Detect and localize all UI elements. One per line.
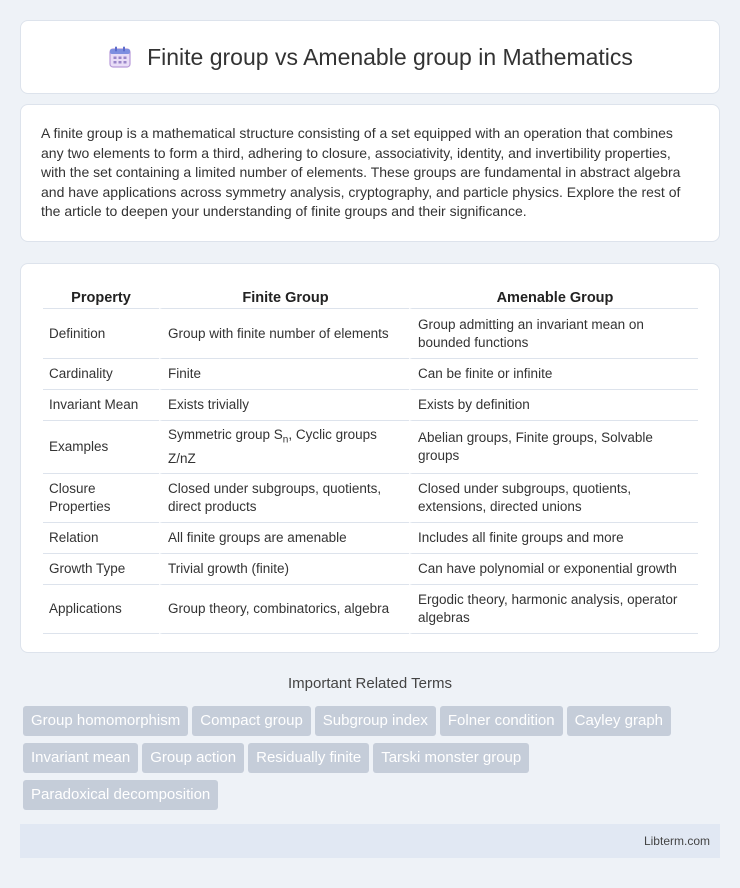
table-row	[43, 309, 698, 359]
cell-finite: Finite	[159, 359, 409, 390]
cell-amenable: Exists by definition	[409, 390, 698, 421]
cell-amenable: Includes all finite groups and more	[409, 523, 698, 554]
related-term-tag[interactable]: Subgroup index	[315, 706, 436, 736]
related-term-tag[interactable]: Folner condition	[440, 706, 563, 736]
footer	[20, 824, 720, 858]
cell-amenable: Can be finite or infinite	[409, 359, 698, 390]
cell-property: Applications	[43, 585, 159, 634]
related-terms-list	[23, 706, 723, 817]
calendar-icon	[107, 44, 133, 70]
cell-property: Cardinality	[43, 359, 159, 390]
cell-property: Definition	[43, 309, 159, 359]
cell-amenable: Group admitting an invariant mean on bounded functions	[409, 309, 698, 359]
related-term-tag[interactable]: Group action	[142, 743, 244, 773]
cell-amenable: Closed under subgroups, quotients, extensions, directed unions	[409, 474, 698, 523]
related-term-tag[interactable]: Tarski monster group	[373, 743, 529, 773]
comparison-table	[43, 284, 698, 634]
intro-text: A finite group is a mathematical structure consisting of a set equipped with an operation that combines any two elements to form a third, adhering to closure, associativity, identity, and invertibility properties, with the set containing a limited number of elements. These groups are fundamental in abstract algebra and have applications across symmetry analysis, cryptography, and particle physics. Explore the rest of the article to deepen your understanding of finite groups and their significance.	[41, 125, 681, 220]
related-terms-title: Important Related Terms	[288, 675, 452, 692]
examples-text: Symmetric group S	[168, 427, 283, 443]
related-term-tag[interactable]: Cayley graph	[567, 706, 671, 736]
cell-finite: Closed under subgroups, quotients, direct products	[159, 474, 409, 523]
cell-property: Examples	[43, 421, 159, 474]
cell-finite	[159, 421, 409, 474]
header-property: Property	[43, 284, 159, 309]
cell-amenable: Ergodic theory, harmonic analysis, operator algebras	[409, 585, 698, 634]
cell-finite: Group theory, combinatorics, algebra	[159, 585, 409, 634]
cell-finite: All finite groups are amenable	[159, 523, 409, 554]
table-header-row	[43, 284, 698, 309]
related-term-tag[interactable]: Paradoxical decomposition	[23, 780, 218, 810]
footer-site[interactable]: Libterm.com	[643, 834, 710, 848]
header-finite-group: Finite Group	[159, 284, 409, 309]
header-amenable-group: Amenable Group	[409, 284, 698, 309]
title-card	[20, 20, 720, 94]
cell-amenable: Abelian groups, Finite groups, Solvable groups	[409, 421, 698, 474]
intro-card	[20, 104, 720, 242]
cell-property: Growth Type	[43, 554, 159, 585]
table-row	[43, 585, 698, 634]
cell-amenable: Can have polynomial or exponential growth	[409, 554, 698, 585]
table-row	[43, 554, 698, 585]
cell-property: Relation	[43, 523, 159, 554]
table-row	[43, 523, 698, 554]
related-term-tag[interactable]: Compact group	[192, 706, 311, 736]
cell-finite: Group with finite number of elements	[159, 309, 409, 359]
cell-property: Closure Properties	[43, 474, 159, 523]
examples-text-rest: , Cyclic groups Z/nZ	[168, 427, 377, 466]
page-title: Finite group vs Amenable group in Mathematics	[147, 43, 633, 70]
cell-finite: Trivial growth (finite)	[159, 554, 409, 585]
cell-property: Invariant Mean	[43, 390, 159, 421]
table-row	[43, 359, 698, 390]
related-term-tag[interactable]: Invariant mean	[23, 743, 138, 773]
subscript-n: n	[282, 434, 289, 446]
table-row	[43, 474, 698, 523]
related-term-tag[interactable]: Residually finite	[248, 743, 369, 773]
table-row	[43, 421, 698, 474]
comparison-table-card	[20, 263, 720, 653]
cell-finite: Exists trivially	[159, 390, 409, 421]
related-term-tag[interactable]: Group homomorphism	[23, 706, 188, 736]
table-row	[43, 390, 698, 421]
